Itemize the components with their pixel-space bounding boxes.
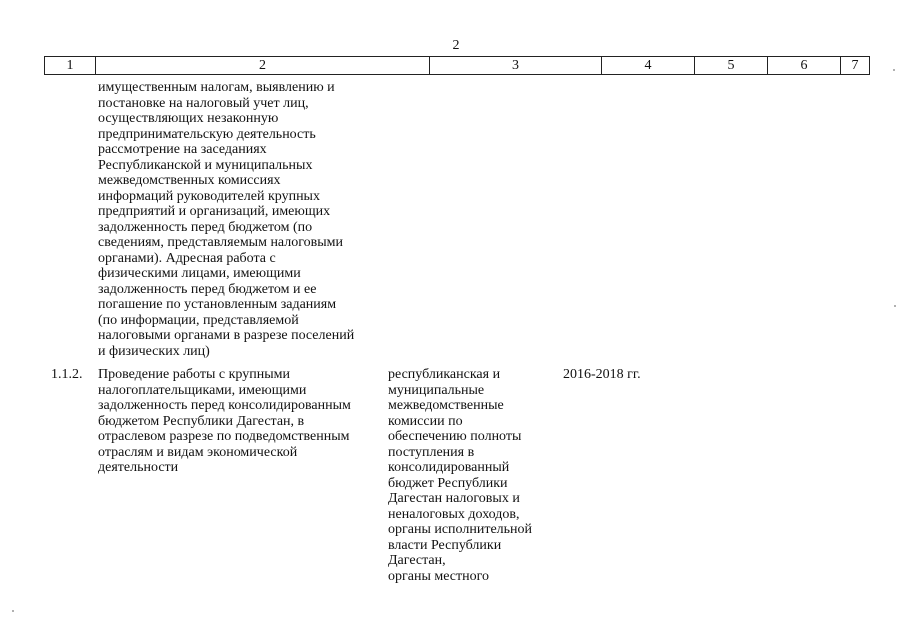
row-2-description: Проведение работы с крупными налогоплательщиками, имеющими задолженность перед консолидированным бюджетом Республики Дагестан, в отраслевом разрезе по подведомственным отраслям и видам экономической деятельности — [98, 367, 351, 475]
column-header-2: 2 — [95, 57, 429, 74]
scan-speck — [893, 69, 895, 71]
row-2-number: 1.1.2. — [51, 367, 83, 382]
column-header-5: 5 — [694, 57, 767, 74]
column-header-1: 1 — [44, 57, 95, 74]
page-number: 2 — [452, 38, 460, 53]
column-header-7: 7 — [840, 57, 870, 74]
column-header-4: 4 — [601, 57, 694, 74]
row-2-period: 2016-2018 гг. — [563, 367, 641, 382]
column-header-3: 3 — [429, 57, 601, 74]
scan-speck — [12, 610, 14, 612]
row-2-responsible: республиканская и муниципальные межведомственные комиссии по обеспечению полноты поступления в консолидированный бюджет Республики Дагестан налоговых и неналоговых доходов, органы исполнительной власти Республики Дагестан, органы местного — [388, 367, 533, 584]
column-header-6: 6 — [767, 57, 840, 74]
scan-speck — [894, 305, 896, 307]
table-header — [44, 56, 870, 75]
row-1-description: имущественным налогам, выявлению и постановке на налоговый учет лиц, осуществляющих незаконную предпринимательскую деятельность рассмотрение на заседаниях Республиканской и муниципальных межведомственных комиссиях информаций руководителей крупных предприятий и организаций, имеющих задолженность перед бюджетом (по сведениям, представляемым налоговыми органами). Адресная работа с физическими лицами, имеющими задолженность перед бюджетом и ее погашение по установленным заданиям (по информации, представляемой налоговыми органами в разрезе поселений и физических лиц) — [98, 80, 355, 359]
